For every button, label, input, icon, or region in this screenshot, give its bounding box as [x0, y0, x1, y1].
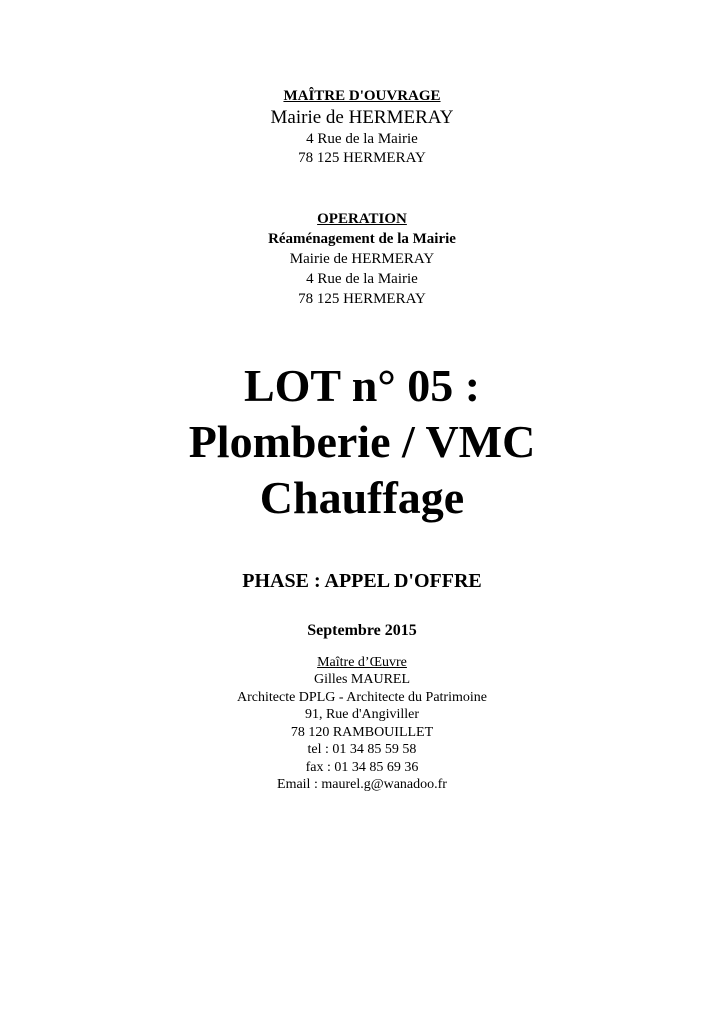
document-date: Septembre 2015 — [307, 622, 417, 639]
operation-line2: 4 Rue de la Mairie — [306, 271, 418, 287]
operation-line3: 78 125 HERMERAY — [298, 291, 426, 307]
lot-subject-line1: Plomberie / VMC — [188, 416, 536, 467]
lot-number: LOT n° 05 : — [243, 360, 481, 411]
maitre-oeuvre-title: Architecte DPLG - Architecte du Patrimoine — [237, 689, 487, 705]
operation-title: Réaménagement de la Mairie — [268, 231, 456, 247]
maitre-oeuvre-email: Email : maurel.g@wanadoo.fr — [277, 777, 447, 792]
lot-title — [0, 358, 724, 526]
maitre-ouvrage-section — [0, 87, 724, 168]
maitre-oeuvre-tel: tel : 01 34 85 59 58 — [307, 742, 417, 757]
phase-label: PHASE : APPEL D'OFFRE — [242, 570, 482, 592]
operation-line1: Mairie de HERMERAY — [289, 251, 435, 267]
maitre-oeuvre-address-line1: 91, Rue d'Angiviller — [304, 707, 420, 722]
maitre-ouvrage-heading: MAÎTRE D'OUVRAGE — [283, 88, 441, 104]
maitre-oeuvre-fax: fax : 01 34 85 69 36 — [305, 759, 419, 775]
maitre-ouvrage-address-line2: 78 125 HERMERAY — [298, 150, 426, 166]
maitre-ouvrage-name: Mairie de HERMERAY — [270, 107, 454, 128]
maitre-ouvrage-address-line1: 4 Rue de la Mairie — [306, 131, 418, 147]
maitre-oeuvre-section — [0, 654, 724, 794]
lot-subject-line2: Chauffage — [259, 472, 465, 523]
maitre-oeuvre-address-line2: 78 120 RAMBOUILLET — [290, 724, 434, 740]
operation-section — [0, 210, 724, 309]
operation-heading: OPERATION — [317, 211, 407, 227]
maitre-oeuvre-name: Gilles MAUREL — [313, 672, 411, 687]
maitre-oeuvre-heading: Maître d’Œuvre — [317, 655, 407, 670]
